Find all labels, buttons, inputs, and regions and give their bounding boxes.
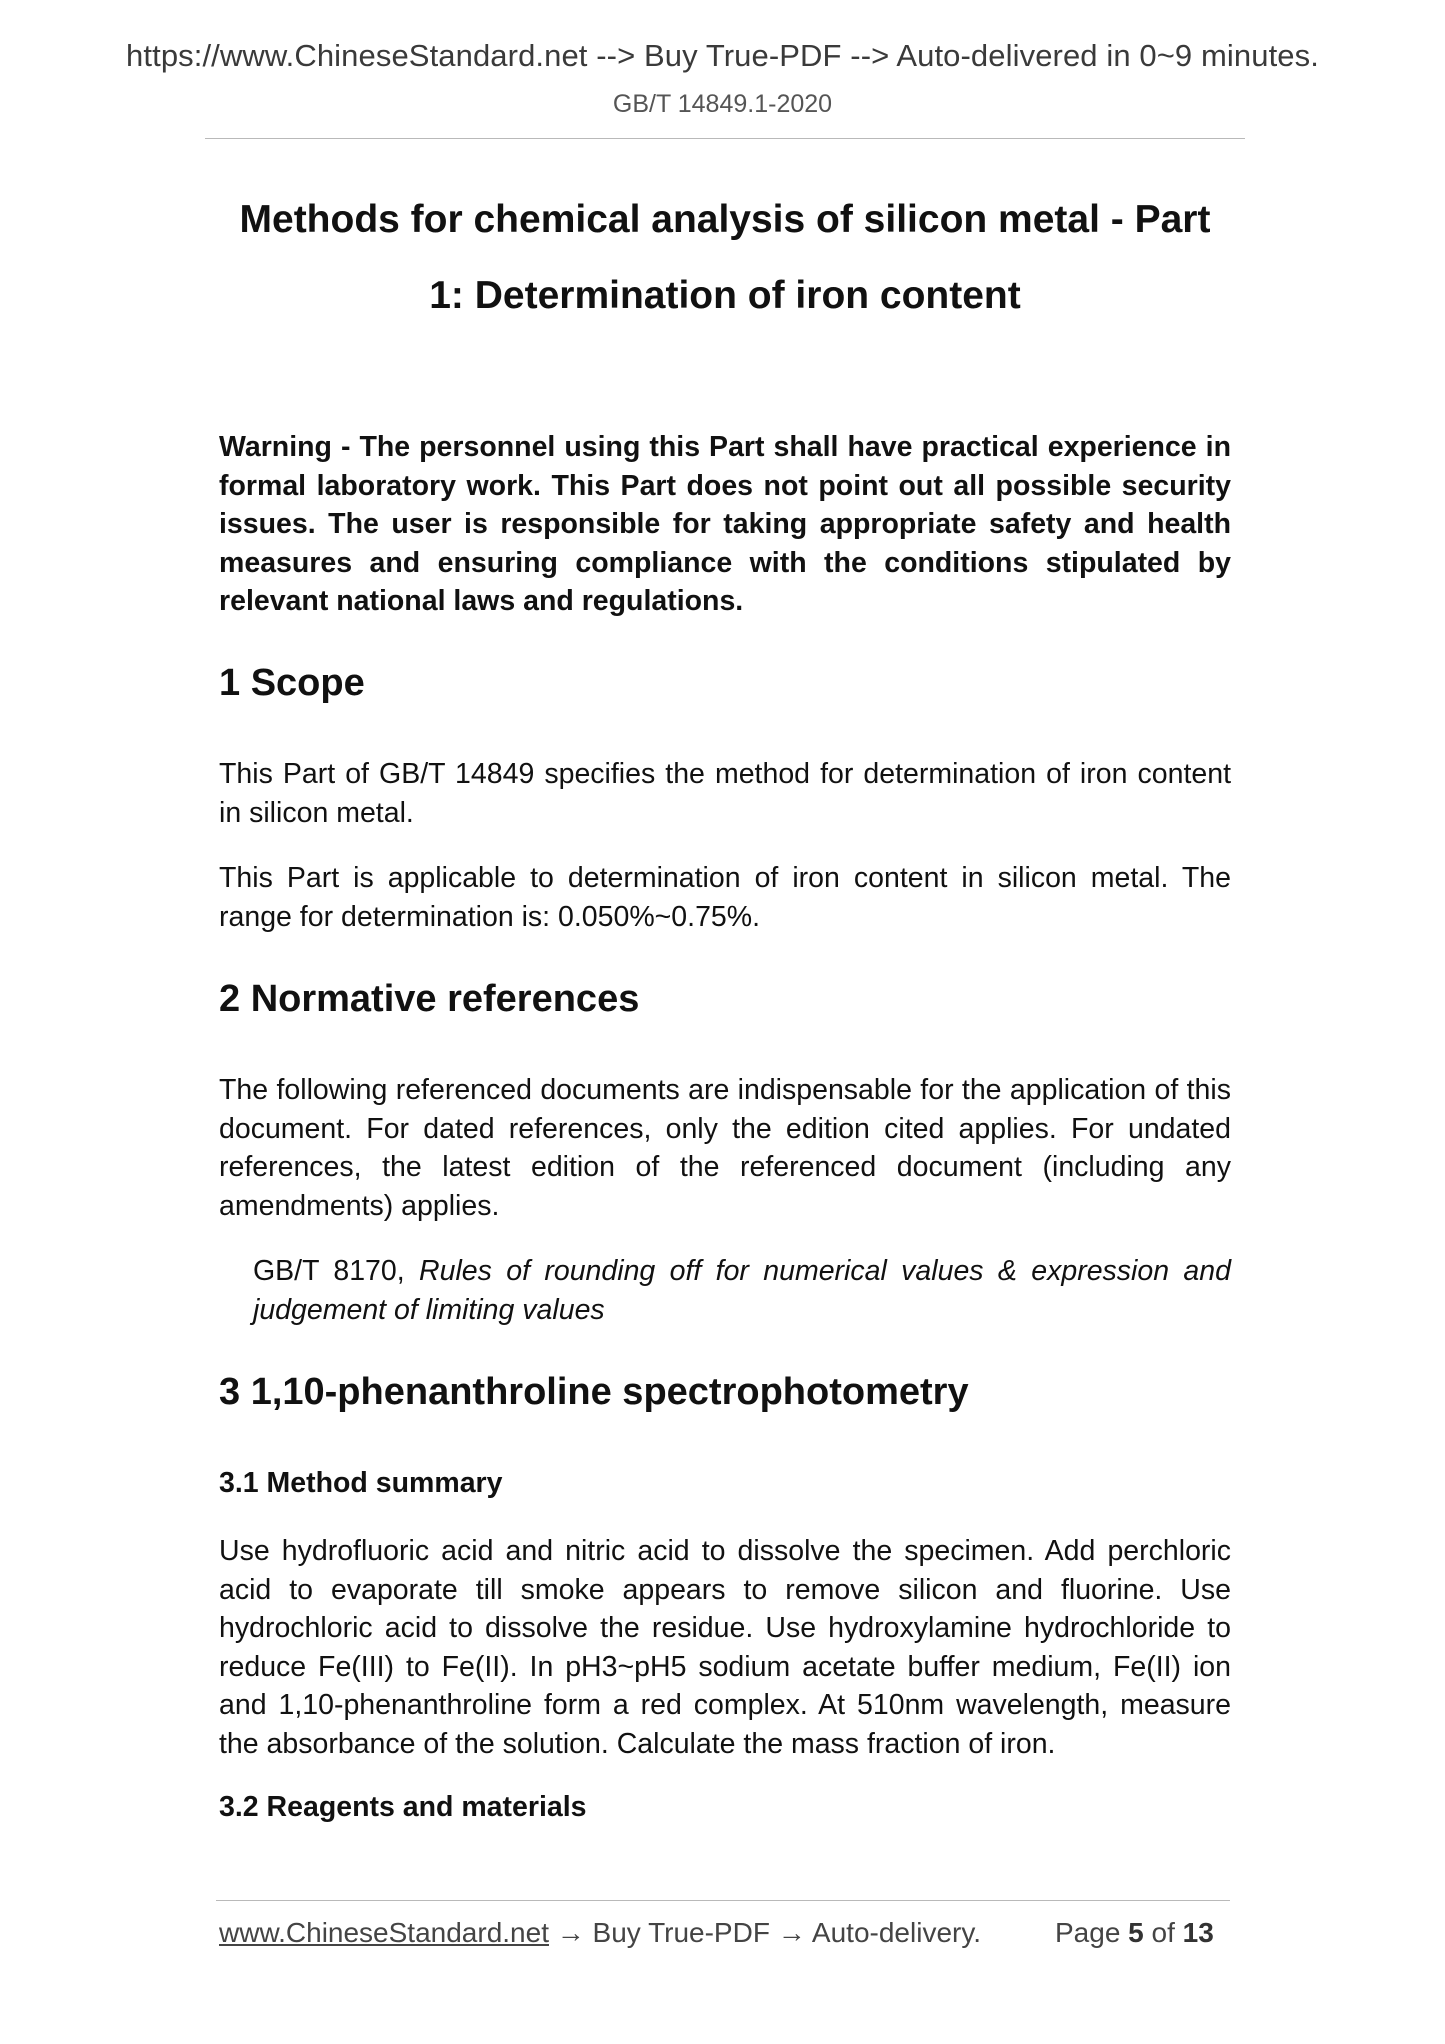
header-divider (205, 138, 1245, 139)
reference-code: GB/T 8170, (253, 1255, 420, 1287)
top-banner: https://www.ChineseStandard.net --> Buy True-PDF --> Auto-delivered in 0~9 minutes. (126, 38, 1319, 73)
reference-item (253, 1252, 1231, 1329)
page-total: 13 (1182, 1917, 1214, 1948)
footer-site-link[interactable]: www.ChineseStandard.net (219, 1917, 549, 1948)
warning-paragraph: Warning - The personnel using this Part shall have practical experience in formal laboratory work. This Part does not point out all possible security issues. The user is responsible for taking appropriate safety and health measures and ensuring compliance with the conditions stipulated by relevant national laws and regulations. (219, 431, 1231, 617)
method-summary-paragraph: Use hydrofluoric acid and nitric acid to dissolve the specimen. Add perchloric acid to evaporate till smoke appears to remove silicon and fluorine. Use hydrochloric acid to dissolve the residue. Use hydroxylamine hydrochloride to reduce Fe(III) to Fe(II). In pH3~pH5 sodium acetate buffer medium, Fe(II) ion and 1,10-phenanthroline form a red complex. At 510nm wavelength, measure the absorbance of the solution. Calculate the mass fraction of iron. (219, 1535, 1231, 1760)
document-code: GB/T 14849.1-2020 (612, 90, 833, 118)
document-title (205, 182, 1245, 334)
scope-paragraph-1: This Part of GB/T 14849 specifies the method for determination of iron content in silicon metal. (219, 758, 1231, 829)
page-label: Page (1055, 1917, 1129, 1948)
scope-paragraph-2: This Part is applicable to determination of iron content in silicon metal. The range for determination is: 0.050%~0.75%. (219, 862, 1231, 933)
footer-divider (216, 1900, 1230, 1901)
title-line-2: 1: Determination of iron content (429, 274, 1021, 317)
footer-promo-text: → Buy True-PDF → Auto-delivery. (548, 1917, 982, 1948)
page-of-label: of (1143, 1917, 1183, 1948)
title-line-1: Methods for chemical analysis of silicon metal - Part (239, 198, 1211, 241)
page-current: 5 (1128, 1917, 1144, 1948)
section-heading-normative-references: 2 Normative references (219, 978, 640, 1020)
subsection-heading-method-summary: 3.1 Method summary (219, 1467, 503, 1499)
normative-paragraph: The following referenced documents are indispensable for the application of this document. For dated references, only the edition cited applies. For undated references, the latest edition of the referenced document (including any amendments) applies. (219, 1074, 1231, 1222)
page-indicator (1055, 1917, 1214, 1949)
reference-title: Rules of rounding off for numerical values & expression and judgement of limiting values (253, 1255, 1231, 1326)
subsection-heading-reagents: 3.2 Reagents and materials (219, 1791, 587, 1823)
footer-promo (219, 1917, 981, 1949)
section-heading-scope: 1 Scope (219, 662, 365, 704)
section-heading-phenanthroline: 3 1,10-phenanthroline spectrophotometry (219, 1371, 969, 1413)
